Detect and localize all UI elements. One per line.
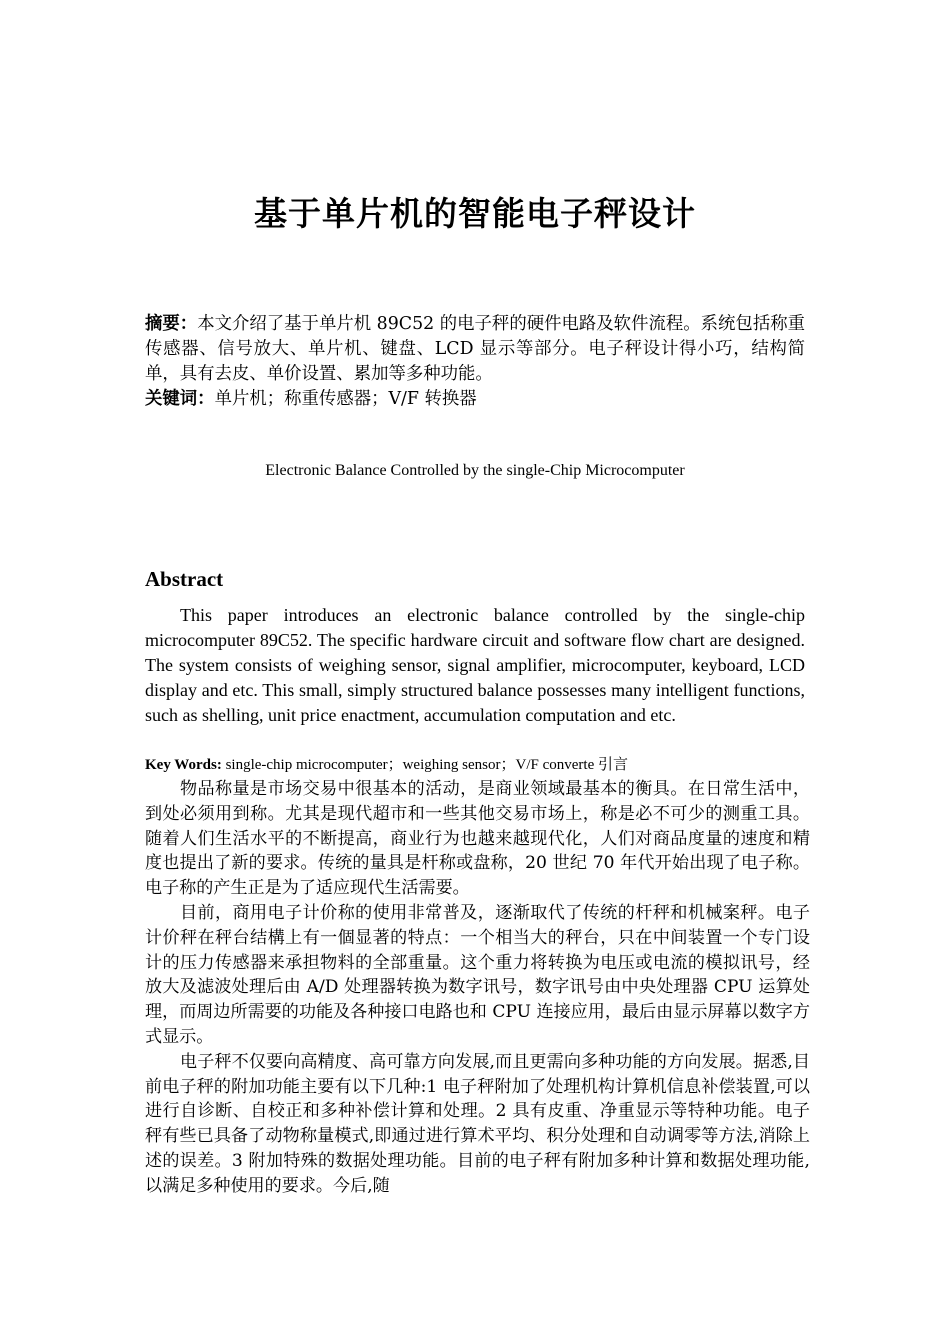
chinese-abstract-block [145, 312, 805, 412]
keywords-en [145, 754, 805, 776]
keywords-cn-text: 单片机；称重传感器；V/F 转换器 [214, 389, 477, 409]
keywords-cn-label: 关键词： [145, 389, 215, 409]
page-title: 基于单片机的智能电子秤设计 [254, 194, 696, 233]
keywords-en-text: single-chip microcomputer；weighing sensor；V/F converte 引言 [221, 757, 628, 773]
body-paragraph: 物品称量是市场交易中很基本的活动，是商业领域最基本的衡具。在日常生活中，到处必须用到称。尤其是现代超市和一些其他交易市场上，称是必不可少的测重工具。随着人们生活水平的不断提高，商业行为也越来越现代化，人们对商品度量的速度和精度也提出了新的要求。传统的量具是杆称或盘称，20 世纪 70 年代开始出现了电子称。电子称的产生正是为了适应现代生活需要。 [145, 779, 810, 899]
abstract-cn-text: 本文介绍了基于单片机 89C52 的电子秤的硬件电路及软件流程。系统包括称重传感器、信号放大、单片机、键盘、LCD 显示等部分。电子秤设计得小巧，结构简单，具有去皮、单价设置、累加等多种功能。 [145, 314, 805, 384]
body-paragraph: 电子秤不仅要向高精度、高可靠方向发展,而且更需向多种功能的方向发展。据悉,目前电子秤的附加功能主要有以下几种:1 电子秤附加了处理机构计算机信息补偿装置,可以进行自诊断、自校正和多种补偿计算和处理。2 具有皮重、净重显示等特种功能。电子秤有些已具备了动物称量模式,即通过进行算术平均、积分处理和自动调零等方法,消除上述的误差。3 附加特殊的数据处理功能。目前的电子秤有附加多种计算和数据处理功能,以满足多种使用的要求。今后,随 [145, 1051, 810, 1196]
abstract-en-heading: Abstract [145, 567, 224, 591]
abstract-cn-label: 摘要： [145, 314, 198, 334]
introduction-body [145, 777, 810, 1199]
body-paragraph: 目前，商用电子计价称的使用非常普及，逐渐取代了传统的杆秤和机械案秤。电子计价秤在秤台结構上有一個显著的特点：一个相当大的秤台，只在中间装置一个专门设计的压力传感器来承担物料的全部重量。这个重力将转换为电压或电流的模拟讯号，经放大及滤波处理后由 A/D 处理器转换为数字讯号，数字讯号由中央处理器 CPU 运算处理，而周边所需要的功能及各种接口电路也和 CPU 连接应用，最后由显示屏幕以数字方式显示。 [145, 902, 810, 1047]
keywords-cn [145, 387, 805, 412]
abstract-en-text: This paper introduces an electronic balance controlled by the single-chip microcomputer 89C52. The specific hardware circuit and software flow chart are designed. The system consists of weighing sensor, signal amplifier, microcomputer, keyboard, LCD display and etc. This small, simply structured balance possesses many intelligent functions, such as shelling, unit price enactment, accumulation computation and etc. [145, 605, 805, 725]
abstract-cn [145, 312, 805, 387]
keywords-en-label: Key Words: [145, 757, 222, 773]
english-title: Electronic Balance Controlled by the single-Chip Microcomputer [265, 462, 685, 479]
